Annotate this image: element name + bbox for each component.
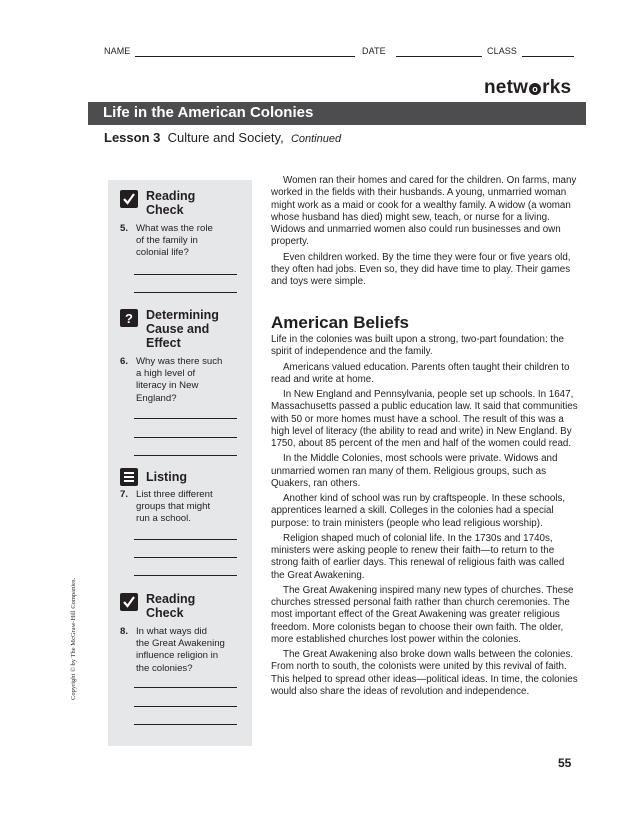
name-label: NAME: [104, 46, 131, 56]
answer-line[interactable]: [134, 557, 237, 558]
sidebar-heading: Reading Check: [146, 189, 196, 217]
sidebar-heading: Listing: [146, 470, 187, 484]
paragraph: Even children worked. By the time they were four or five years old, they often had jobs. Even so, they did have time to play. Their games and toys were simple.: [271, 251, 571, 287]
name-field[interactable]: [135, 56, 355, 57]
paragraph: The Great Awakening inspired many new types of churches. These churches stressed personal faith rather than church ceremonies. The most important effect of the Great Awakening was greater religious freedom. More colonists began to choose their own faith. The older, more established churches lost power within the colonies.: [271, 584, 574, 645]
lesson-subtitle: [104, 130, 341, 145]
paragraph: Women ran their homes and cared for the children. On farms, many worked in the fields with their husbands. A young, unmarried woman might work as a maid or cook for a wealthy family. A widow (a woman whose husband has died) might sew, teach, or nurse for a living. Widows and unmarried women also could run businesses and own property.: [271, 175, 577, 248]
checkmark-icon: [120, 593, 138, 611]
section-body: [271, 334, 578, 701]
answer-line[interactable]: [134, 274, 237, 275]
intro-text: [271, 175, 578, 291]
copyright-notice: Copyright © by The McGraw-Hill Companies.: [70, 577, 77, 700]
question-5: 5. What was the role of the family in colonial life?: [120, 223, 213, 259]
page-number: 55: [558, 756, 572, 770]
answer-line[interactable]: [134, 724, 237, 725]
answer-line[interactable]: [134, 418, 237, 419]
checkmark-icon: [120, 190, 138, 208]
question-7: 7. List three different groups that might run a school.: [120, 489, 213, 525]
sidebar-heading: Reading Check: [146, 592, 196, 620]
paragraph: In New England and Pennsylvania, people set up schools. In 1647, Massachusetts passed a public education law. It said that communities with 50 or more homes must have a school. The result of this was a high level of literacy (the ability to read and write) in New England. By 1750, about 85 percent of the men and half of the women could read.: [271, 389, 578, 449]
question-8: 8. In what ways did the Great Awakening influence religion in the colonies?: [120, 626, 225, 674]
paragraph: Another kind of school was run by craftspeople. In these schools, apprentices learned a skill. Colleges in the colonies had a special purpose: to train ministers (people who lead religious worship).: [271, 493, 566, 529]
paragraph: Religion shaped much of colonial life. In the 1730s and 1740s, ministers were asking people to renew their faith—to return to the strong faith of earlier days. This renewal of religious faith was called the Great Awakening.: [271, 532, 565, 581]
paragraph: Life in the colonies was built upon a strong, two-part foundation: the spirit of independence and the family.: [271, 334, 565, 358]
date-field[interactable]: [396, 56, 482, 57]
header-fields: [104, 46, 578, 60]
page-title: Life in the American Colonies: [103, 104, 314, 121]
sidebar-heading: Determining Cause and Effect: [146, 308, 219, 350]
date-label: DATE: [362, 46, 386, 56]
answer-line[interactable]: [134, 292, 237, 293]
section-heading: American Beliefs: [271, 313, 409, 332]
title-bar: [88, 102, 586, 125]
paragraph: Americans valued education. Parents often taught their children to read and write at home.: [271, 361, 570, 385]
class-field[interactable]: [522, 56, 574, 57]
answer-line[interactable]: [134, 539, 237, 540]
question-6: 6. Why was there such a high level of literacy in New England?: [120, 356, 223, 404]
answer-line[interactable]: [134, 455, 237, 456]
answer-line[interactable]: [134, 706, 237, 707]
list-icon: [120, 468, 138, 486]
answer-line[interactable]: [134, 437, 237, 438]
class-label: CLASS: [487, 46, 518, 56]
answer-line[interactable]: [134, 687, 237, 688]
lesson-topic: Culture and Society,: [167, 130, 284, 145]
paragraph: In the Middle Colonies, most schools were private. Widows and unmarried women ran many of them. Religious groups, such as Quakers, ran others.: [271, 453, 558, 489]
svg-text:?: ?: [125, 311, 133, 326]
paragraph: The Great Awakening also broke down walls between the colonies. From north to south, the colonists were united by this revival of faith. This helped to spread other ideas—political ideas. In time, the colonies would also share the ideas of revolution and independence.: [271, 649, 578, 697]
networks-logo: netw o rks: [484, 77, 572, 98]
question-mark-icon: [120, 309, 138, 327]
lesson-number: Lesson 3: [104, 130, 161, 145]
sidebar: [108, 180, 252, 746]
answer-line[interactable]: [134, 575, 237, 576]
continued-label: Continued: [290, 133, 342, 145]
